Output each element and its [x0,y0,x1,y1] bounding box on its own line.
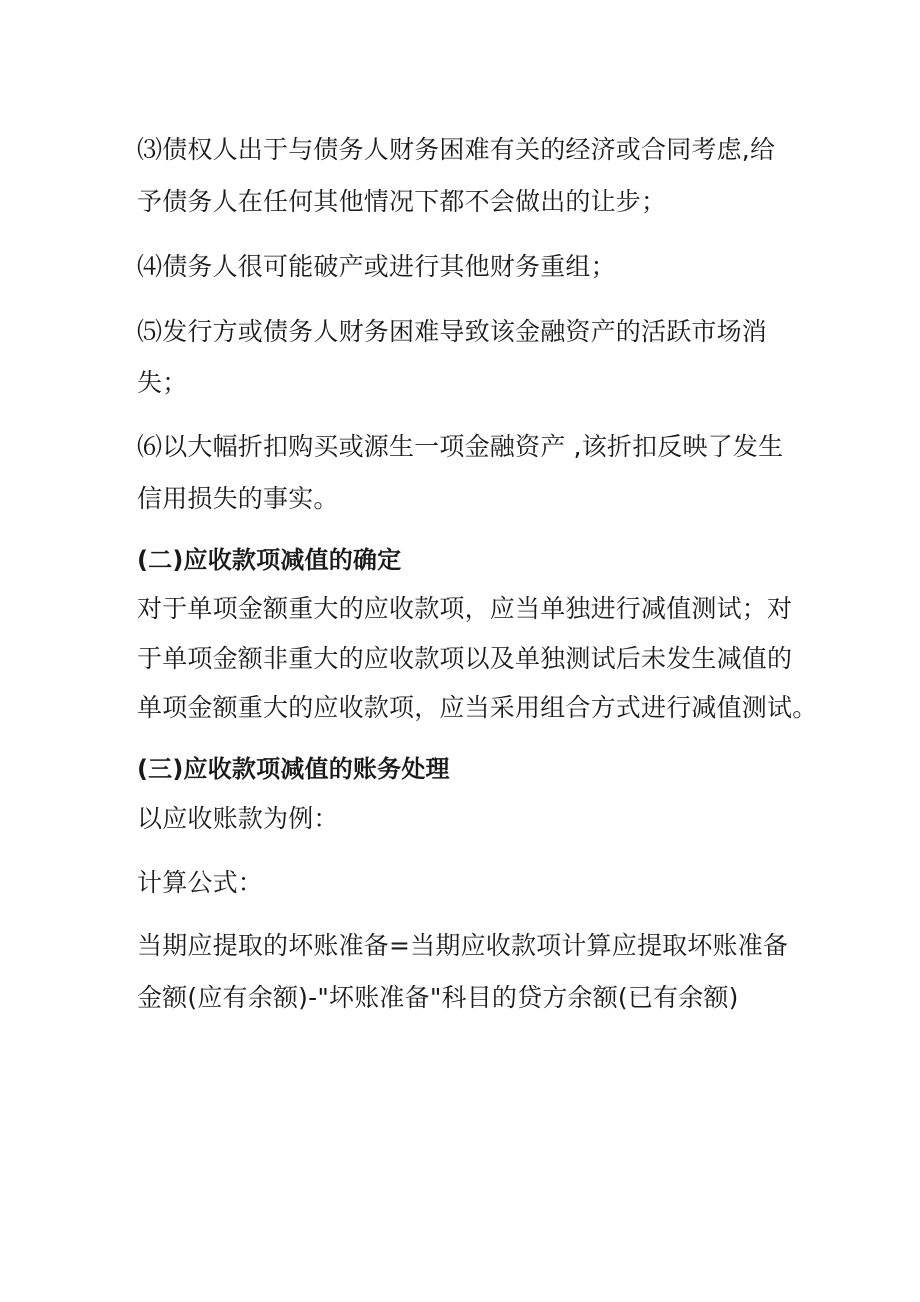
section-3-formula-line-2: 金额(应有余额)-"坏账准备"科目的贷方余额(已有余额) [137,983,739,1012]
item-5-line-2: 失； [137,368,188,397]
section-2-line-2: 于单项金额非重大的应收款项以及单独测试后未发生减值的 [137,644,793,673]
item-5-line-1: ⑸发行方或债务人财务困难导致该金融资产的活跃市场消 [137,317,768,346]
item-6-line-1: ⑹以大幅折扣购买或源生一项金融资产 ,该折扣反映了发生 [137,432,784,461]
section-2-heading: (二)应收款项减值的确定 [137,546,402,574]
item-3-line-1: ⑶债权人出于与债务人财务困难有关的经济或合同考虑,给 [137,135,776,164]
item-4-line-1: ⑷债务人很可能破产或进行其他财务重组； [137,252,616,281]
section-2-line-3: 单项金额重大的应收款项，应当采用组合方式进行减值测试。 [137,693,818,722]
section-3-heading: (三)应收款项减值的账务处理 [137,755,450,783]
item-3-line-2: 予债务人在任何其他情况下都不会做出的让步； [137,187,667,216]
section-2-line-1: 对于单项金额重大的应收款项，应当单独进行减值测试；对 [137,594,793,623]
section-3-formula-label: 计算公式： [137,868,264,897]
item-6-line-2: 信用损失的事实。 [137,484,339,513]
section-3-formula-line-1: 当期应提取的坏账准备=当期应收款项计算应提取坏账准备 [137,931,789,960]
section-3-intro: 以应收账款为例： [137,804,339,833]
